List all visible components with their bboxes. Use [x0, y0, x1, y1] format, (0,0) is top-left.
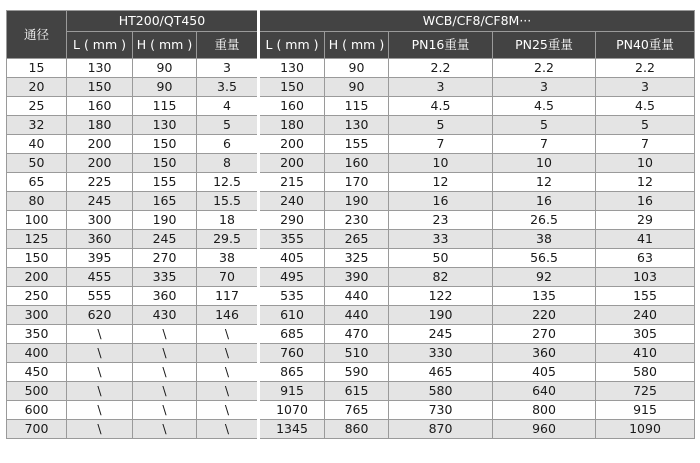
pn16-weight-cell: 5 [389, 116, 493, 135]
pn16-weight-cell: 82 [389, 268, 493, 287]
pn16-weight-cell: 50 [389, 249, 493, 268]
g1-height-cell: \ [133, 382, 197, 401]
dn-cell: 50 [7, 154, 67, 173]
g1-weight-cell: 6 [197, 135, 259, 154]
pn25-weight-cell: 135 [493, 287, 596, 306]
dn-cell: 65 [7, 173, 67, 192]
table-row [7, 78, 695, 97]
spec-table-container [6, 10, 694, 439]
g1-weight-cell: 70 [197, 268, 259, 287]
pn25-weight-header: PN25重量 [493, 32, 596, 59]
material-group-header-steel: WCB/CF8/CF8M··· [259, 11, 695, 32]
g1-weight-cell: 5 [197, 116, 259, 135]
g1-weight-cell: 3 [197, 59, 259, 78]
g2-length-cell: 200 [259, 135, 325, 154]
pn25-weight-cell: 270 [493, 325, 596, 344]
table-row [7, 401, 695, 420]
g2-length-cell: 130 [259, 59, 325, 78]
pn25-weight-cell: 7 [493, 135, 596, 154]
g2-height-cell: 90 [325, 78, 389, 97]
pn25-weight-cell: 640 [493, 382, 596, 401]
g2-height-cell: 510 [325, 344, 389, 363]
pn25-weight-cell: 5 [493, 116, 596, 135]
dn-cell: 100 [7, 211, 67, 230]
g2-height-cell: 590 [325, 363, 389, 382]
g1-height-cell: 150 [133, 154, 197, 173]
g2-height-cell: 130 [325, 116, 389, 135]
g1-weight-cell: 15.5 [197, 192, 259, 211]
pn16-weight-cell: 730 [389, 401, 493, 420]
g2-height-cell: 265 [325, 230, 389, 249]
table-row [7, 59, 695, 78]
pn16-weight-cell: 4.5 [389, 97, 493, 116]
dn-cell: 40 [7, 135, 67, 154]
pn25-weight-cell: 960 [493, 420, 596, 439]
pn25-weight-cell: 800 [493, 401, 596, 420]
pn16-weight-cell: 12 [389, 173, 493, 192]
pn25-weight-cell: 2.2 [493, 59, 596, 78]
g2-height-cell: 90 [325, 59, 389, 78]
pn40-weight-cell: 580 [596, 363, 695, 382]
table-row [7, 192, 695, 211]
g2-length-cell: 240 [259, 192, 325, 211]
g1-height-cell: 130 [133, 116, 197, 135]
g1-height-cell: \ [133, 420, 197, 439]
g1-height-cell: 115 [133, 97, 197, 116]
pn40-weight-cell: 2.2 [596, 59, 695, 78]
pn16-weight-cell: 580 [389, 382, 493, 401]
g2-height-cell: 325 [325, 249, 389, 268]
pn16-weight-cell: 465 [389, 363, 493, 382]
pn40-weight-cell: 41 [596, 230, 695, 249]
g2-length-cell: 355 [259, 230, 325, 249]
pn40-weight-cell: 410 [596, 344, 695, 363]
dn-cell: 600 [7, 401, 67, 420]
table-row [7, 116, 695, 135]
g2-height-cell: 115 [325, 97, 389, 116]
dn-cell: 500 [7, 382, 67, 401]
g1-height-cell: 155 [133, 173, 197, 192]
g1-height-cell: \ [133, 363, 197, 382]
pn25-weight-cell: 12 [493, 173, 596, 192]
g1-height-cell: 150 [133, 135, 197, 154]
g2-height-cell: 190 [325, 192, 389, 211]
g2-length-cell: 865 [259, 363, 325, 382]
pn40-weight-cell: 915 [596, 401, 695, 420]
dn-cell: 125 [7, 230, 67, 249]
pn40-weight-header: PN40重量 [596, 32, 695, 59]
g2-length-cell: 200 [259, 154, 325, 173]
g2-height-header: H ( mm ) [325, 32, 389, 59]
g2-height-cell: 765 [325, 401, 389, 420]
g2-height-cell: 155 [325, 135, 389, 154]
g2-length-cell: 150 [259, 78, 325, 97]
pn40-weight-cell: 4.5 [596, 97, 695, 116]
g1-height-cell: 430 [133, 306, 197, 325]
dimension-weight-table [6, 10, 695, 439]
g2-length-header: L ( mm ) [259, 32, 325, 59]
dn-cell: 700 [7, 420, 67, 439]
g2-length-cell: 405 [259, 249, 325, 268]
g1-length-cell: 160 [67, 97, 133, 116]
dn-cell: 250 [7, 287, 67, 306]
pn16-weight-cell: 870 [389, 420, 493, 439]
pn40-weight-cell: 103 [596, 268, 695, 287]
g2-height-cell: 230 [325, 211, 389, 230]
table-row [7, 344, 695, 363]
pn40-weight-cell: 305 [596, 325, 695, 344]
dn-cell: 150 [7, 249, 67, 268]
dn-cell: 20 [7, 78, 67, 97]
dn-cell: 200 [7, 268, 67, 287]
pn40-weight-cell: 725 [596, 382, 695, 401]
pn25-weight-cell: 10 [493, 154, 596, 173]
g2-length-cell: 535 [259, 287, 325, 306]
g1-length-cell: 150 [67, 78, 133, 97]
dn-cell: 80 [7, 192, 67, 211]
g2-height-cell: 440 [325, 287, 389, 306]
table-row [7, 154, 695, 173]
g1-length-cell: 300 [67, 211, 133, 230]
g1-weight-cell: 29.5 [197, 230, 259, 249]
g1-weight-cell: \ [197, 363, 259, 382]
pn16-weight-cell: 16 [389, 192, 493, 211]
g2-length-cell: 685 [259, 325, 325, 344]
pn16-weight-cell: 245 [389, 325, 493, 344]
g1-length-cell: 130 [67, 59, 133, 78]
pn25-weight-cell: 3 [493, 78, 596, 97]
table-row [7, 97, 695, 116]
g1-height-cell: 270 [133, 249, 197, 268]
g1-length-cell: 200 [67, 154, 133, 173]
g1-length-cell: 395 [67, 249, 133, 268]
g2-length-cell: 290 [259, 211, 325, 230]
dn-cell: 350 [7, 325, 67, 344]
dn-cell: 450 [7, 363, 67, 382]
g1-height-header: H ( mm ) [133, 32, 197, 59]
table-body [7, 59, 695, 439]
pn40-weight-cell: 240 [596, 306, 695, 325]
g2-length-cell: 1345 [259, 420, 325, 439]
pn40-weight-cell: 63 [596, 249, 695, 268]
g1-length-cell: \ [67, 325, 133, 344]
table-header [7, 11, 695, 59]
pn25-weight-cell: 360 [493, 344, 596, 363]
pn16-weight-cell: 23 [389, 211, 493, 230]
pn25-weight-cell: 26.5 [493, 211, 596, 230]
g2-length-cell: 610 [259, 306, 325, 325]
g2-length-cell: 915 [259, 382, 325, 401]
g2-height-cell: 440 [325, 306, 389, 325]
g1-length-cell: \ [67, 382, 133, 401]
dn-cell: 25 [7, 97, 67, 116]
g1-length-cell: 555 [67, 287, 133, 306]
g2-length-cell: 760 [259, 344, 325, 363]
table-row [7, 249, 695, 268]
pn25-weight-cell: 4.5 [493, 97, 596, 116]
g1-length-cell: 245 [67, 192, 133, 211]
dn-cell: 400 [7, 344, 67, 363]
pn25-weight-cell: 405 [493, 363, 596, 382]
pn40-weight-cell: 7 [596, 135, 695, 154]
g1-height-cell: 335 [133, 268, 197, 287]
g1-weight-header: 重量 [197, 32, 259, 59]
g1-weight-cell: 12.5 [197, 173, 259, 192]
g2-height-cell: 160 [325, 154, 389, 173]
g1-length-cell: 360 [67, 230, 133, 249]
g2-length-cell: 495 [259, 268, 325, 287]
table-row [7, 382, 695, 401]
pn16-weight-cell: 330 [389, 344, 493, 363]
g1-length-cell: 180 [67, 116, 133, 135]
pn16-weight-cell: 122 [389, 287, 493, 306]
g1-length-cell: \ [67, 420, 133, 439]
g2-height-cell: 860 [325, 420, 389, 439]
g1-length-cell: 620 [67, 306, 133, 325]
pn25-weight-cell: 56.5 [493, 249, 596, 268]
pn40-weight-cell: 12 [596, 173, 695, 192]
pn16-weight-header: PN16重量 [389, 32, 493, 59]
pn40-weight-cell: 5 [596, 116, 695, 135]
g1-length-cell: \ [67, 363, 133, 382]
g1-height-cell: 360 [133, 287, 197, 306]
g1-weight-cell: 117 [197, 287, 259, 306]
table-row [7, 325, 695, 344]
g1-height-cell: 245 [133, 230, 197, 249]
g2-height-cell: 390 [325, 268, 389, 287]
g1-weight-cell: \ [197, 344, 259, 363]
pn25-weight-cell: 92 [493, 268, 596, 287]
g1-weight-cell: 8 [197, 154, 259, 173]
pn40-weight-cell: 1090 [596, 420, 695, 439]
g1-height-cell: 90 [133, 59, 197, 78]
g1-height-cell: \ [133, 344, 197, 363]
table-row [7, 306, 695, 325]
g1-height-cell: 190 [133, 211, 197, 230]
g1-weight-cell: 38 [197, 249, 259, 268]
g1-weight-cell: 146 [197, 306, 259, 325]
g2-length-cell: 1070 [259, 401, 325, 420]
g1-weight-cell: \ [197, 382, 259, 401]
table-row [7, 420, 695, 439]
g1-weight-cell: 4 [197, 97, 259, 116]
dn-cell: 32 [7, 116, 67, 135]
g1-height-cell: \ [133, 401, 197, 420]
g1-weight-cell: \ [197, 420, 259, 439]
g1-weight-cell: \ [197, 325, 259, 344]
g1-weight-cell: \ [197, 401, 259, 420]
table-row [7, 363, 695, 382]
g1-length-cell: 455 [67, 268, 133, 287]
g1-height-cell: 165 [133, 192, 197, 211]
pn16-weight-cell: 33 [389, 230, 493, 249]
pn16-weight-cell: 190 [389, 306, 493, 325]
material-group-header-cast-iron: HT200/QT450 [67, 11, 259, 32]
g1-length-cell: 200 [67, 135, 133, 154]
dn-cell: 15 [7, 59, 67, 78]
pn40-weight-cell: 3 [596, 78, 695, 97]
g1-weight-cell: 3.5 [197, 78, 259, 97]
g2-length-cell: 160 [259, 97, 325, 116]
pn16-weight-cell: 2.2 [389, 59, 493, 78]
g1-height-cell: 90 [133, 78, 197, 97]
pn16-weight-cell: 3 [389, 78, 493, 97]
pn25-weight-cell: 16 [493, 192, 596, 211]
pn40-weight-cell: 16 [596, 192, 695, 211]
table-row [7, 230, 695, 249]
g1-weight-cell: 18 [197, 211, 259, 230]
pn16-weight-cell: 10 [389, 154, 493, 173]
pn16-weight-cell: 7 [389, 135, 493, 154]
pn25-weight-cell: 220 [493, 306, 596, 325]
pn40-weight-cell: 10 [596, 154, 695, 173]
g1-length-cell: 225 [67, 173, 133, 192]
dn-column-header: 通径 [7, 11, 67, 59]
g1-length-cell: \ [67, 401, 133, 420]
g2-length-cell: 180 [259, 116, 325, 135]
g2-height-cell: 170 [325, 173, 389, 192]
pn40-weight-cell: 155 [596, 287, 695, 306]
table-row [7, 287, 695, 306]
g1-length-cell: \ [67, 344, 133, 363]
table-row [7, 135, 695, 154]
pn40-weight-cell: 29 [596, 211, 695, 230]
g2-height-cell: 470 [325, 325, 389, 344]
pn25-weight-cell: 38 [493, 230, 596, 249]
g1-height-cell: \ [133, 325, 197, 344]
dn-cell: 300 [7, 306, 67, 325]
g2-length-cell: 215 [259, 173, 325, 192]
g1-length-header: L ( mm ) [67, 32, 133, 59]
g2-height-cell: 615 [325, 382, 389, 401]
table-row [7, 268, 695, 287]
table-row [7, 211, 695, 230]
table-row [7, 173, 695, 192]
